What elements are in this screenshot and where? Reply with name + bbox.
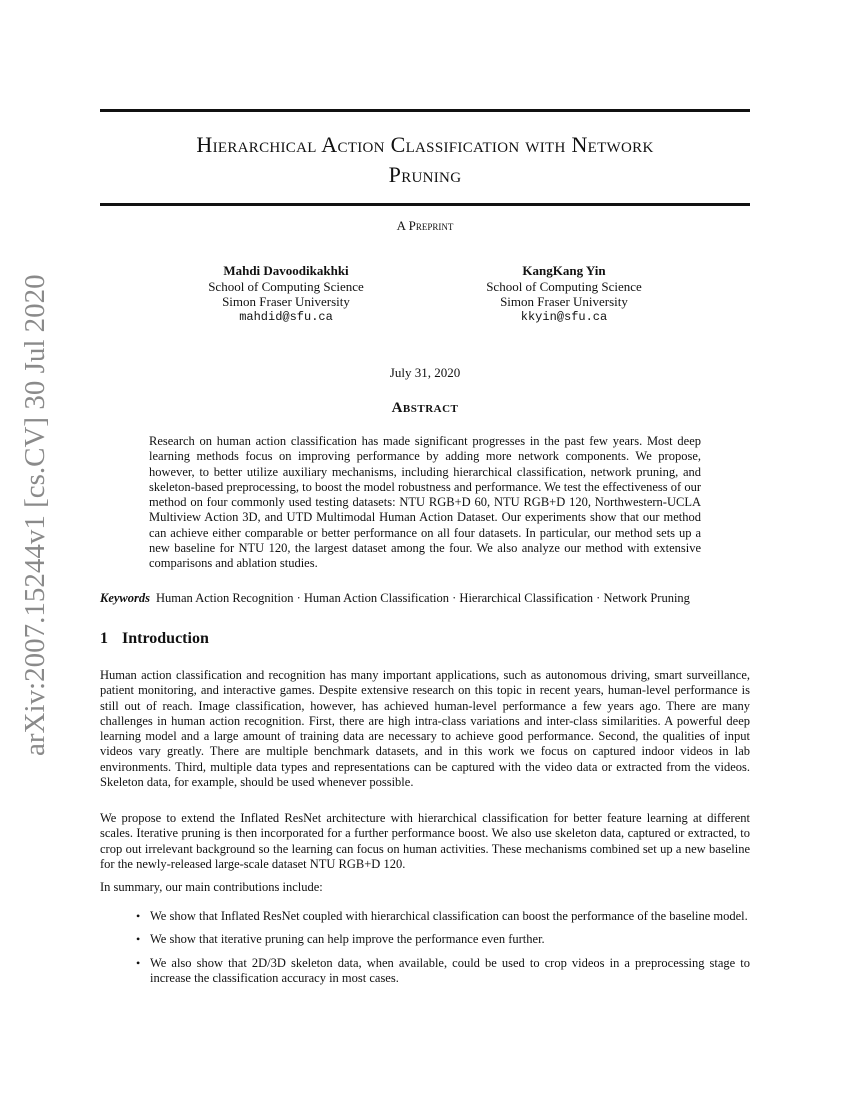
author-name: KangKang Yin [522,263,606,278]
author-name: Mahdi Davoodikakhki [223,263,349,278]
author-email[interactable]: mahdid@sfu.ca [239,309,333,324]
list-item [100,909,750,924]
abstract-heading: Abstract [391,400,459,416]
list-item-text: We show that Inflated ResNet coupled with hierarchical classification can boost the performance of the baseline model. [150,909,748,923]
title-line-2: Pruning [388,162,462,187]
paper-title [100,130,750,190]
preprint-label: A Preprint [396,218,454,233]
list-item-text: We also show that 2D/3D skeleton data, when available, could be used to crop videos in a preprocessing stage to increase the classification accuracy in most cases. [150,955,750,985]
title-top-rule [100,109,750,112]
bullet-icon: • [136,909,141,923]
arxiv-side-stamp: arXiv:2007.15244v1 [cs.CV] 30 Jul 2020 [19,274,51,756]
keywords-text: Human Action Recognition · Human Action Classification · Hierarchical Classification · Network Pruning [156,591,690,605]
bullet-icon: • [136,955,141,970]
section-title: Introduction [122,630,209,647]
author-univ: Simon Fraser University [222,294,350,309]
contributions-list [100,909,750,994]
author-block-2 [454,263,674,325]
list-item-text: We show that iterative pruning can help improve the performance even further. [150,932,545,947]
intro-paragraph-2: We propose to extend the Inflated ResNet architecture with hierarchical classification for better feature learning at different scales. Iterative pruning is then incorporated for a further performance boost. We also use skeleton data, captured or extracted, to crop out irrelevant background so the learning can focus on human activities. These mechanisms combined set up a new baseline for the newly-released large-scale dataset NTU RGB+D 120. [100,811,750,871]
author-email[interactable]: kkyin@sfu.ca [520,309,608,324]
list-item [100,932,750,947]
author-block-1 [176,263,396,325]
section-heading [100,630,209,648]
abstract-text: Research on human action classification has made significant progresses in the past few years. Most deep learning methods focus on improving performance by adding more network components. We propose, however, to better utilize auxiliary mechanisms, including hierarchical classification, network pruning, and skeleton-based preprocessing, to boost the model robustness and performance. We test the effectiveness of our method on four commonly used testing datasets: NTU RGB+D 60, NTU RGB+D 120, Northwestern-UCLA Multiview Action 3D, and UTD Multimodal Human Action Dataset. Our experiments show that our method can achieve either comparable or better performance on all four datasets. In particular, our method sets up a new baseline for NTU 120, the largest dataset among the four. We also analyze our method with extensive comparisons and ablation studies. [149,434,701,571]
title-bottom-rule [100,203,750,206]
title-line-1: Hierarchical Action Classification with Network [196,132,654,157]
author-univ: Simon Fraser University [500,294,628,309]
author-dept: School of Computing Science [208,278,364,294]
intro-paragraph-3: In summary, our main contributions include: [100,880,323,894]
list-item [100,956,750,987]
section-number: 1 [100,630,108,647]
author-dept: School of Computing Science [486,278,642,294]
intro-paragraph-1: Human action classification and recognition has many important applications, such as autonomous driving, smart surveillance, patient monitoring, and interactive games. Despite extensive research on this topic in recent years, human-level performance is still out of reach. Image classification, however, has achieved human-level performance a few years ago. There are many challenges in human action recognition. First, there are high intra-class variations and inter-class similarities. A powerful deep learning model and a large amount of training data are necessary to achieve good performance. Second, the qualities of input videos vary greatly. There are multiple benchmark datasets, and in this work we focus on captured indoor videos in lab environments. Third, multiple data types and representations can be captured with the video data or extracted from the videos. Skeleton data, for example, should be used whenever possible. [100,668,750,790]
publication-date: July 31, 2020 [389,365,461,380]
keywords-line [100,590,760,606]
keywords-label: Keywords [100,591,150,605]
bullet-icon: • [136,932,141,947]
